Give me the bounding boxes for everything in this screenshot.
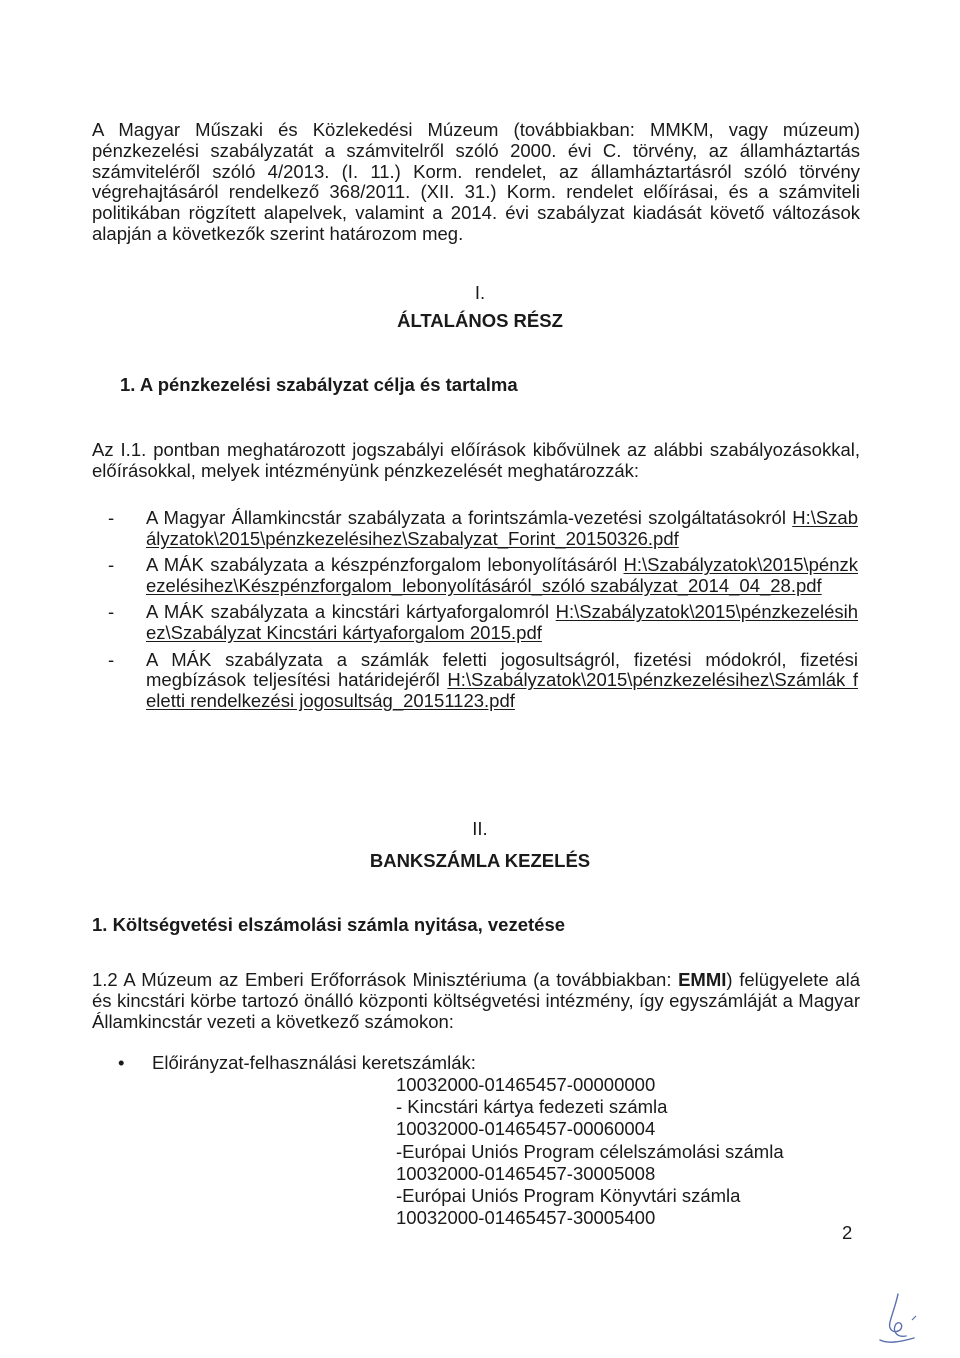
file-link[interactable]: H:\Szabályzatok\2015\pénzkezelésihez\Készpénzforgalom_lebonyolításáról_szóló szabályzat_2014_04_28.pdf	[146, 554, 858, 596]
section-2-title: BANKSZÁMLA KEZELÉS	[369, 850, 591, 871]
bullet-label: Előirányzat-felhasználási keretszámlák:	[152, 1052, 476, 1073]
account-line: 10032000-01465457-30005400	[396, 1207, 656, 1229]
account-line: 10032000-01465457-00060004	[396, 1118, 656, 1140]
section-2-numeral: II.	[472, 818, 488, 839]
list-dash: -	[108, 601, 115, 623]
section-2-body-post: ) felügyelete alá és kincstári körbe tartozó önálló központi költségvetési intézmény, így egyszámláját a Magyar Államkincstár vezeti a következő számokon:	[92, 969, 860, 1032]
section-2-body	[92, 970, 860, 1032]
section-1-body: Az I.1. pontban meghatározott jogszabályi előírások kibővülnek az alábbi szabályozásokkal, előírásokkal, melyek intézményünk pénzkezelését meghatározzák:	[92, 439, 860, 481]
list-item-text: A MÁK szabályzata a számlák feletti jogosultságról, fizetési módokról, fizetési megbízások teljesítési határidejéről	[146, 648, 858, 691]
file-link[interactable]: H:\Szabályzatok\2015\pénzkezelésihez\Számlák feletti rendelkezési jogosultság_20151123.pdf	[146, 669, 859, 711]
section-1-title: ÁLTALÁNOS RÉSZ	[397, 310, 563, 331]
account-list	[396, 1074, 784, 1229]
bullet-icon: •	[118, 1052, 125, 1073]
section-1-subtitle: 1. A pénzkezelési szabályzat célja és tartalma	[120, 374, 518, 395]
list-item-text: A Magyar Államkincstár szabályzata a forintszámla-vezetési szolgáltatásokról	[146, 507, 786, 528]
section-2-body-pre: 1.2 A Múzeum az Emberi Erőforrások Minisztériuma (a továbbiakban:	[92, 969, 679, 990]
list-item-text: A MÁK szabályzata a készpénzforgalom lebonyolításáról	[146, 554, 618, 576]
account-line: 10032000-01465457-30005008	[396, 1162, 656, 1184]
list-dash: -	[108, 554, 115, 576]
list-item	[108, 508, 858, 549]
page-number: 2	[842, 1222, 853, 1243]
list-dash: -	[108, 507, 115, 528]
list-dash: -	[108, 648, 115, 670]
list-item-text: A MÁK szabályzata a kincstári kártyaforgalomról	[146, 601, 550, 623]
file-link[interactable]: H:\Szabályzatok\2015\pénzkezelésihez\Szabalyzat_Forint_20150326.pdf	[146, 507, 859, 549]
section-1-numeral: I.	[474, 282, 486, 303]
section-2-subtitle: 1. Költségvetési elszámolási számla nyitása, vezetése	[92, 914, 566, 935]
regulation-list	[108, 508, 858, 717]
account-line: 10032000-01465457-00000000	[396, 1074, 656, 1095]
account-line: -Európai Uniós Program Könyvtári számla	[396, 1185, 741, 1207]
signature-icon	[870, 1290, 930, 1350]
account-line: - Kincstári kártya fedezeti számla	[396, 1096, 668, 1118]
list-item	[108, 555, 858, 596]
emmi-abbrev: EMMI	[678, 969, 727, 990]
intro-paragraph: A Magyar Műszaki és Közlekedési Múzeum (továbbiakban: MMKM, vagy múzeum) pénzkezelési szabályzatát a számvitelről szóló 2000. évi C. törvény, az államháztartás számviteléről szóló 4/2013. (I. 11.) Korm. rendelet, az államháztartásról szóló törvény végrehajtásáról rendelkező 368/2011. (XII. 31.) Korm. rendelet előírásai, és a számviteli politikában rögzített alapelvek, valamint a 2014. évi szabályzat kiadását követő változások alapján a következők szerint határozom meg.	[92, 119, 860, 244]
account-line: -Európai Uniós Program célelszámolási számla	[396, 1140, 784, 1162]
file-link[interactable]: H:\Szabályzatok\2015\pénzkezelésihez\Szabályzat Kincstári kártyaforgalom 2015.pdf	[146, 601, 859, 643]
list-item	[108, 602, 858, 643]
list-item	[108, 650, 858, 712]
